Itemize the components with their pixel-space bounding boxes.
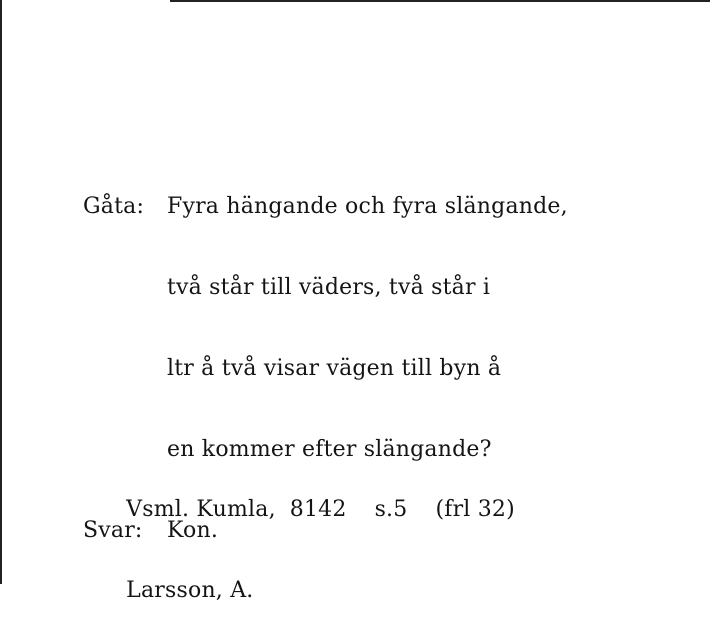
question-row-1 (83, 193, 568, 220)
card-left-border (0, 0, 2, 584)
collector-line (83, 550, 515, 603)
answer-text: Kon. (167, 518, 219, 543)
question-label: Gåta: (83, 194, 145, 219)
source-frl: (frl 32) (435, 497, 515, 522)
answer-label: Svar: (83, 518, 143, 543)
source-place: Vsml. Kumla, (126, 497, 276, 522)
source-page: s.5 (374, 497, 408, 522)
card-top-border (170, 0, 710, 2)
question-line-3: ltr å två visar vägen till byn å (167, 356, 502, 381)
source-section (83, 415, 515, 631)
question-line-1: Fyra hängande och fyra slängande, (167, 194, 568, 219)
question-row-2 (83, 274, 568, 301)
source-line (83, 469, 515, 522)
collector-name: Larsson, A. (126, 578, 254, 603)
question-line-4: en kommer efter slängande? (167, 437, 492, 462)
question-row-3 (83, 355, 568, 382)
question-line-2: två står till väders, två står i (167, 275, 491, 300)
source-number: 8142 (289, 497, 347, 522)
